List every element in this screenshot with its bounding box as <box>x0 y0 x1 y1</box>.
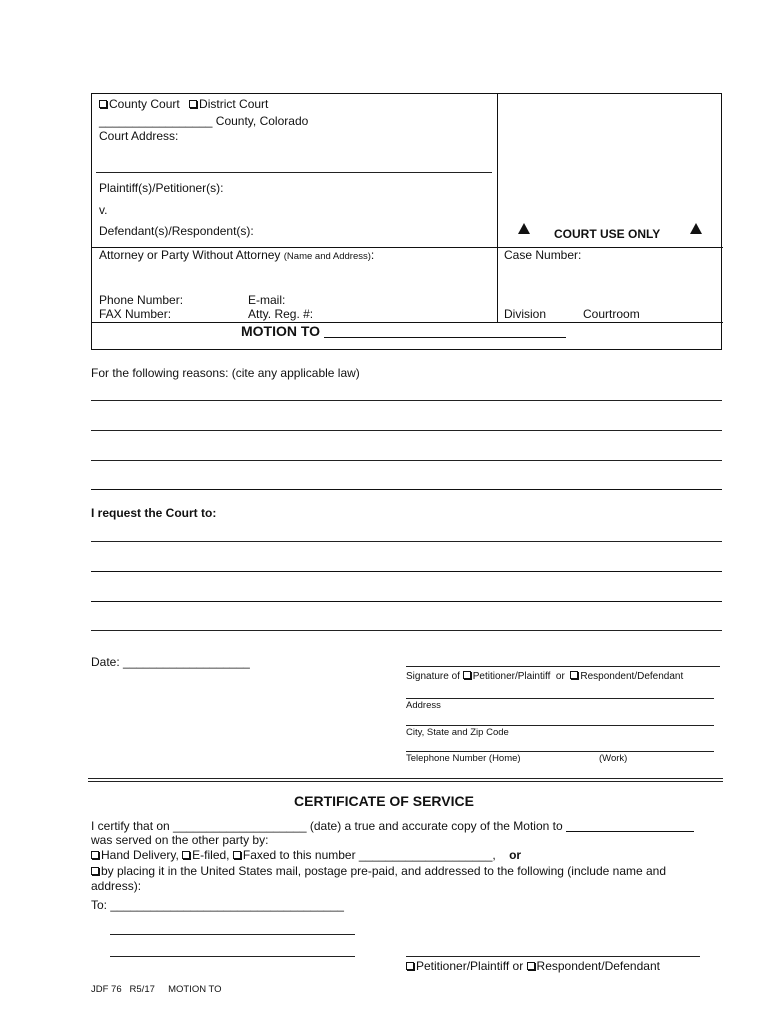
attorney-label: Attorney or Party Without Attorney <box>99 248 281 262</box>
plaintiff-label: Plaintiff(s)/Petitioner(s): <box>99 181 224 195</box>
reasons-line[interactable] <box>91 489 722 490</box>
signature-of-label: Signature of <box>406 671 460 682</box>
city-line[interactable] <box>406 725 714 726</box>
to-line[interactable] <box>110 934 355 935</box>
motion-title-blank[interactable] <box>324 337 566 338</box>
court-use-only-label: COURT USE ONLY <box>554 227 661 241</box>
court-use-triangle-icon <box>518 223 530 237</box>
court-type-row <box>99 97 268 111</box>
mail-row <box>91 864 723 878</box>
court-use-triangle-icon <box>690 223 702 237</box>
cert-signature-line[interactable] <box>406 956 700 957</box>
delivery-methods-row <box>91 848 521 862</box>
to-label: To: ___________________________________ <box>91 898 344 912</box>
address-label: Address <box>406 700 441 711</box>
cert-or-label: or <box>512 959 524 973</box>
footer: JDF 76 R5/17 MOTION TO <box>91 984 222 995</box>
certify-motion-blank[interactable] <box>566 831 694 832</box>
court-address-line <box>96 172 492 173</box>
defendant-label: Defendant(s)/Respondent(s): <box>99 224 254 238</box>
attorney-note: (Name and Address) <box>283 251 371 262</box>
faxed-checkbox[interactable] <box>233 851 241 859</box>
hand-delivery-label: Hand Delivery, <box>101 848 179 862</box>
city-label: City, State and Zip Code <box>406 727 509 738</box>
phone-label: Phone Number: <box>99 293 184 307</box>
to-line[interactable] <box>110 956 355 957</box>
signature-of-row <box>406 671 683 682</box>
certificate-title: CERTIFICATE OF SERVICE <box>294 793 474 809</box>
versus-label: v. <box>99 203 108 217</box>
request-label: I request the Court to: <box>91 506 217 520</box>
email-label: E-mail: <box>248 293 286 307</box>
certify-text: I certify that on ____________________ (date) a true and accurate copy of the Motion to <box>91 819 563 833</box>
section-rule <box>88 781 723 782</box>
served-label: was served on the other party by: <box>91 833 269 847</box>
motion-title <box>241 323 566 339</box>
reasons-line[interactable] <box>91 400 722 401</box>
reasons-label: For the following reasons: (cite any applicable law) <box>91 366 360 380</box>
case-number-label: Case Number: <box>504 248 582 262</box>
cert-respondent-checkbox[interactable] <box>527 962 535 970</box>
request-line[interactable] <box>91 571 722 572</box>
reasons-line[interactable] <box>91 460 722 461</box>
section-rule <box>88 778 723 779</box>
district-court-checkbox[interactable] <box>189 100 197 108</box>
mail-label-cont: address): <box>91 879 142 893</box>
request-line[interactable] <box>91 601 722 602</box>
faxed-label: Faxed to this number ____________________, <box>242 848 496 862</box>
cert-party-row <box>406 959 660 973</box>
atty-reg-label: Atty. Reg. #: <box>248 307 314 321</box>
attorney-colon: : <box>370 248 375 262</box>
sig-petitioner-checkbox[interactable] <box>463 671 471 679</box>
sig-respondent-checkbox[interactable] <box>570 671 578 679</box>
county-colorado: _________________ County, Colorado <box>99 114 309 128</box>
reasons-line[interactable] <box>91 430 722 431</box>
address-line[interactable] <box>406 698 714 699</box>
courtroom-label: Courtroom <box>583 307 640 321</box>
fax-label: FAX Number: <box>99 307 172 321</box>
county-court-label: County Court <box>109 97 180 111</box>
or-label: or <box>509 848 522 862</box>
sig-or-label: or <box>555 671 565 682</box>
cert-respondent-label: Respondent/Defendant <box>536 959 660 973</box>
mail-checkbox[interactable] <box>91 867 99 875</box>
court-address-label: Court Address: <box>99 129 179 143</box>
request-line[interactable] <box>91 541 722 542</box>
motion-title-text: MOTION TO <box>241 323 321 339</box>
telephone-line[interactable] <box>406 751 714 752</box>
county-court-checkbox[interactable] <box>99 100 107 108</box>
efiled-label: E-filed, <box>192 848 230 862</box>
cert-petitioner-checkbox[interactable] <box>406 962 414 970</box>
work-label: (Work) <box>599 753 628 764</box>
request-line[interactable] <box>91 630 722 631</box>
telephone-label: Telephone Number (Home) <box>406 753 521 764</box>
cert-petitioner-label: Petitioner/Plaintiff <box>416 959 510 973</box>
sig-respondent-label: Respondent/Defendant <box>580 671 684 682</box>
caption-divider <box>497 94 498 323</box>
sig-petitioner-label: Petitioner/Plaintiff <box>472 671 551 682</box>
district-court-label: District Court <box>199 97 269 111</box>
mail-label: by placing it in the United States mail, postage pre-paid, and addressed to the following (include name and <box>101 864 667 878</box>
division-label: Division <box>504 307 547 321</box>
signature-line[interactable] <box>406 666 720 667</box>
certify-line <box>91 819 694 833</box>
date-label: Date: ___________________ <box>91 655 250 669</box>
efiled-checkbox[interactable] <box>182 851 190 859</box>
hand-delivery-checkbox[interactable] <box>91 851 99 859</box>
attorney-row <box>99 248 374 262</box>
